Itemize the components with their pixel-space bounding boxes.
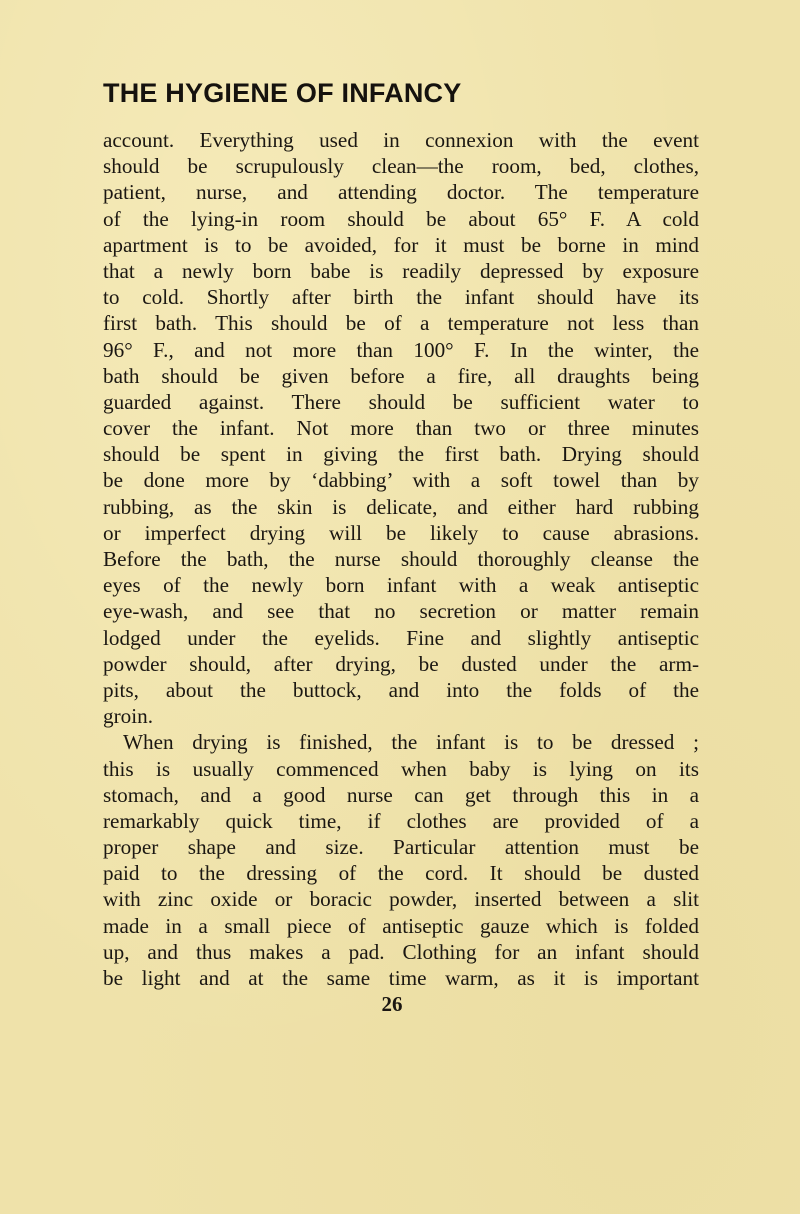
paragraph-start-line: When drying is finished, the infant is to be dressed ; — [123, 730, 699, 755]
text-line: lodged under the eyelids. Fine and slightly antiseptic — [103, 625, 699, 650]
text-line: account. Everything used in connexion with the event — [103, 128, 699, 152]
text-line: of the lying-in room should be about 65° F. A cold — [103, 206, 699, 231]
text-line: bath should be given before a fire, all draughts being — [103, 363, 699, 388]
running-head: THE HYGIENE OF INFANCY — [103, 78, 462, 108]
text-line: with zinc oxide or boracic powder, inserted between a slit — [103, 887, 699, 912]
text-line: up, and thus makes a pad. Clothing for an infant should — [103, 939, 699, 964]
text-line: this is usually commenced when baby is lying on its — [103, 756, 699, 781]
book-page — [103, 76, 699, 1017]
text-line: to cold. Shortly after birth the infant should have its — [103, 285, 699, 310]
text-line: should be spent in giving the first bath. Drying should — [103, 442, 699, 467]
text-line: cover the infant. Not more than two or three minutes — [103, 416, 699, 441]
text-line: pits, about the buttock, and into the folds of the — [103, 677, 699, 702]
text-line: first bath. This should be of a temperature not less than — [103, 311, 699, 336]
text-line: paid to the dressing of the cord. It should be dusted — [103, 861, 699, 886]
text-line: remarkably quick time, if clothes are provided of a — [103, 808, 699, 833]
text-line: that a newly born babe is readily depressed by exposure — [103, 258, 699, 283]
text-line: Before the bath, the nurse should thoroughly cleanse the — [103, 547, 699, 571]
body-text — [103, 127, 699, 991]
text-line: rubbing, as the skin is delicate, and either hard rubbing — [103, 494, 699, 519]
text-line: eye-wash, and see that no secretion or matter remain — [103, 599, 699, 624]
text-line: eyes of the newly born infant with a weak antiseptic — [103, 573, 699, 598]
page-number: 26 — [381, 992, 403, 1017]
text-line: guarded against. There should be sufficient water to — [103, 389, 699, 414]
text-line: made in a small piece of antiseptic gauze which is folded — [103, 913, 699, 938]
text-line: proper shape and size. Particular attention must be — [103, 835, 699, 860]
text-line: apartment is to be avoided, for it must be borne in mind — [103, 232, 699, 257]
text-line: groin. — [103, 704, 154, 729]
text-line: or imperfect drying will be likely to cause abrasions. — [103, 520, 699, 545]
text-line: stomach, and a good nurse can get through this in a — [103, 782, 699, 807]
text-line: should be scrupulously clean—the room, bed, clothes, — [103, 154, 699, 179]
text-line: be done more by ‘dabbing’ with a soft towel than by — [103, 468, 699, 493]
text-line: 96° F., and not more than 100° F. In the winter, the — [103, 337, 699, 362]
text-line: be light and at the same time warm, as it is important — [103, 966, 699, 990]
text-line: powder should, after drying, be dusted under the arm- — [103, 651, 699, 676]
text-line: patient, nurse, and attending doctor. The temperature — [103, 180, 699, 205]
